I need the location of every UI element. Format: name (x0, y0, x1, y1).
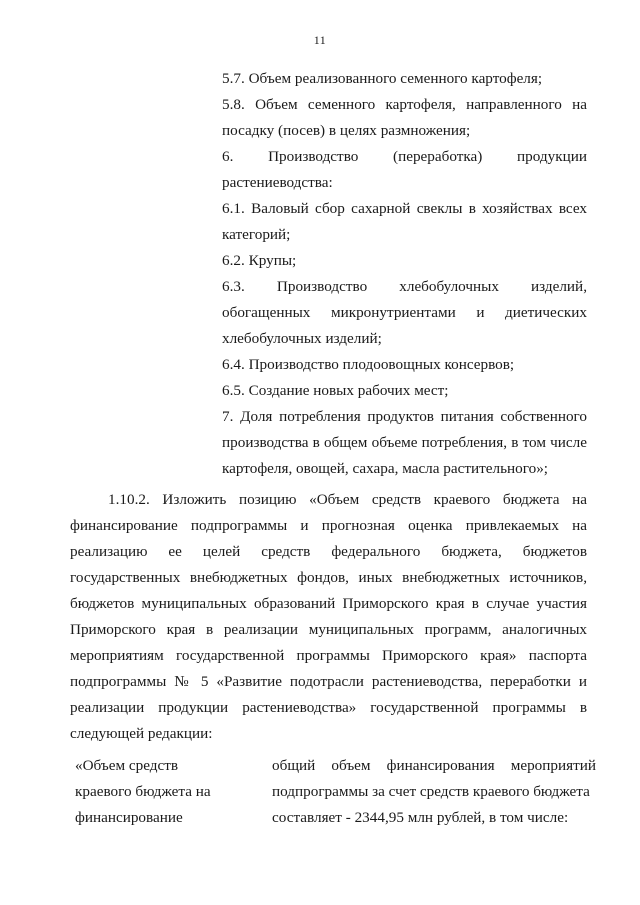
paragraph-line: реализацию ее целей средств федерального бюджета, бюджетов (70, 543, 587, 560)
paragraph-line: финансирование подпрограммы и прогнозная оценка привлекаемых на (70, 517, 587, 534)
list-line: растениеводства: (222, 174, 333, 191)
paragraph-line: 1.10.2. Изложить позицию «Объем средств краевого бюджета на (108, 491, 587, 508)
paragraph-line: реализации продукции растениеводства» государственной программы в (70, 699, 587, 716)
paragraph-line: Приморского края в реализации муниципальных программ, аналогичных (70, 621, 587, 638)
list-line: картофеля, овощей, сахара, масла растительного»; (222, 460, 549, 477)
table-right-line: общий объем финансирования мероприятий (272, 757, 596, 774)
list-line: обогащенных микронутриентами и диетических (222, 304, 587, 321)
table-left-line: финансирование (75, 809, 183, 826)
list-line: посадку (посев) в целях размножения; (222, 122, 471, 139)
list-line: 6.3. Производство хлебобулочных изделий, (222, 278, 587, 295)
list-line: 6. Производство (переработка) продукции (222, 148, 587, 165)
list-line: 6.4. Производство плодоовощных консервов; (222, 356, 515, 373)
table-right-line: подпрограммы за счет средств краевого бюджета (272, 783, 590, 800)
paragraph-line: мероприятиям государственной программы Приморского края» паспорта (70, 647, 587, 664)
list-line: производства в общем объеме потребления, в том числе (222, 434, 587, 451)
table-right-line: составляет - 2344,95 млн рублей, в том числе: (272, 809, 569, 826)
page-number: 11 (313, 33, 327, 47)
list-line: хлебобулочных изделий; (222, 330, 382, 347)
list-line: 6.1. Валовый сбор сахарной свеклы в хозяйствах всех (222, 200, 587, 217)
table-left-line: «Объем средств (75, 757, 179, 774)
list-line: категорий; (222, 226, 291, 243)
paragraph-line: бюджетов муниципальных образований Приморского края в случае участия (70, 595, 587, 612)
table-left-line: краевого бюджета на (75, 783, 211, 800)
list-line: 5.8. Объем семенного картофеля, направленного на (222, 96, 587, 113)
list-line: 6.5. Создание новых рабочих мест; (222, 382, 449, 399)
list-line: 7. Доля потребления продуктов питания собственного (222, 408, 587, 425)
paragraph-line: подпрограммы № 5 «Развитие подотрасли растениеводства, переработки и (70, 673, 587, 690)
paragraph-line: государственных внебюджетных фондов, иных внебюджетных источников, (70, 569, 587, 586)
list-line: 6.2. Крупы; (222, 252, 297, 269)
paragraph-line: следующей редакции: (70, 725, 213, 742)
list-line: 5.7. Объем реализованного семенного картофеля; (222, 70, 543, 87)
